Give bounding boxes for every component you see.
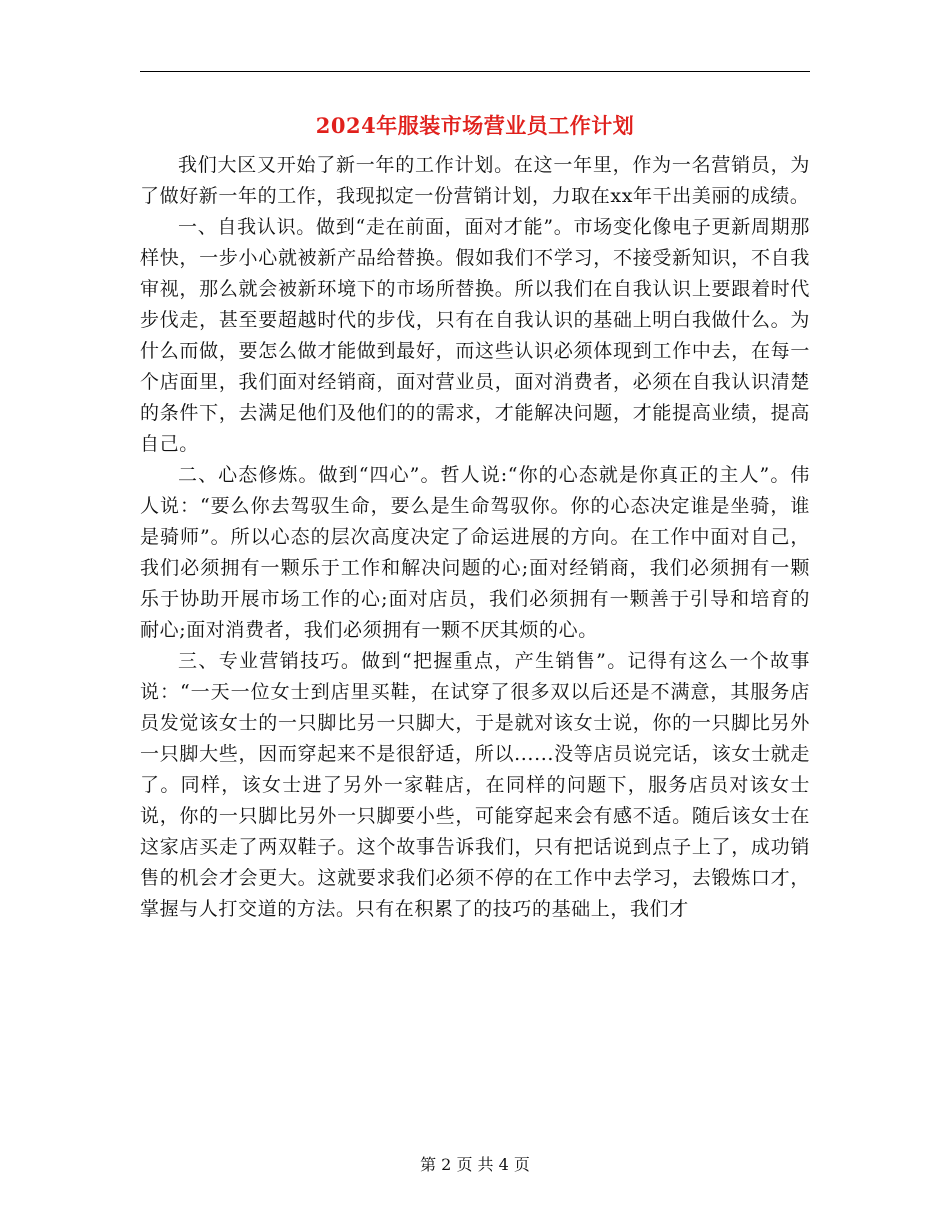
header-rule <box>140 71 810 72</box>
paragraph-self-awareness: 一、自我认识。做到“走在前面，面对才能”。市场变化像电子更新周期那样快，一步小心就被新产品给替换。假如我们不学习，不接受新知识，不自我审视，那么就会被新环境下的市场所替换。所以我们在自我认识上要跟着时代步伐走，甚至要超越时代的步伐，只有在自我认识的基础上明白我做什么。为什么而做，要怎么做才能做到最好，而这些认识必须体现到工作中去，在每一个店面里，我们面对经销商，面对营业员，面对消费者，必须在自我认识清楚的条件下，去满足他们及他们的的需求，才能解决问题，才能提高业绩，提高自己。 <box>140 216 810 455</box>
paragraph-intro: 我们大区又开始了新一年的工作计划。在这一年里，作为一名营销员，为了做好新一年的工作，我现拟定一份营销计划，力取在xx年干出美丽的成绩。 <box>140 154 810 207</box>
document-title: 2024年服装市场营业员工作计划 <box>315 113 635 138</box>
document-body <box>140 150 810 925</box>
paragraph-sales-skills: 三、专业营销技巧。做到“把握重点，产生销售”。记得有这么一个故事说：“一天一位女士到店里买鞋，在试穿了很多双以后还是不满意，其服务店员发觉该女士的一只脚比另一只脚大，于是就对该女士说，你的一只脚比另外一只脚大些，因而穿起来不是很舒适，所以......没等店员说完话，该女士就走了。同样，该女士进了另外一家鞋店，在同样的问题下，服务店员对该女士说，你的一只脚比另外一只脚要小些，可能穿起来会有感不适。随后该女士在这家店买走了两双鞋子。这个故事告诉我们，只有把话说到点子上了，成功销售的机会才会更大。这就要求我们必须不停的在工作中去学习，去锻炼口才，掌握与人打交道的方法。只有在积累了的技巧的基础上，我们才 <box>140 650 810 920</box>
page-number: 第 2 页 共 4 页 <box>420 1155 530 1174</box>
paragraph-mindset: 二、心态修炼。做到“四心”。哲人说:“你的心态就是你真正的主人”。伟人说：“要么你去驾驭生命，要么是生命驾驭你。你的心态决定谁是坐骑，谁是骑师”。所以心态的层次高度决定了命运进展的方向。在工作中面对自己，我们必须拥有一颗乐于工作和解决问题的心;面对经销商，我们必须拥有一颗乐于协助开展市场工作的心;面对店员，我们必须拥有一颗善于引导和培育的耐心;面对消费者，我们必须拥有一颗不厌其烦的心。 <box>140 464 810 641</box>
